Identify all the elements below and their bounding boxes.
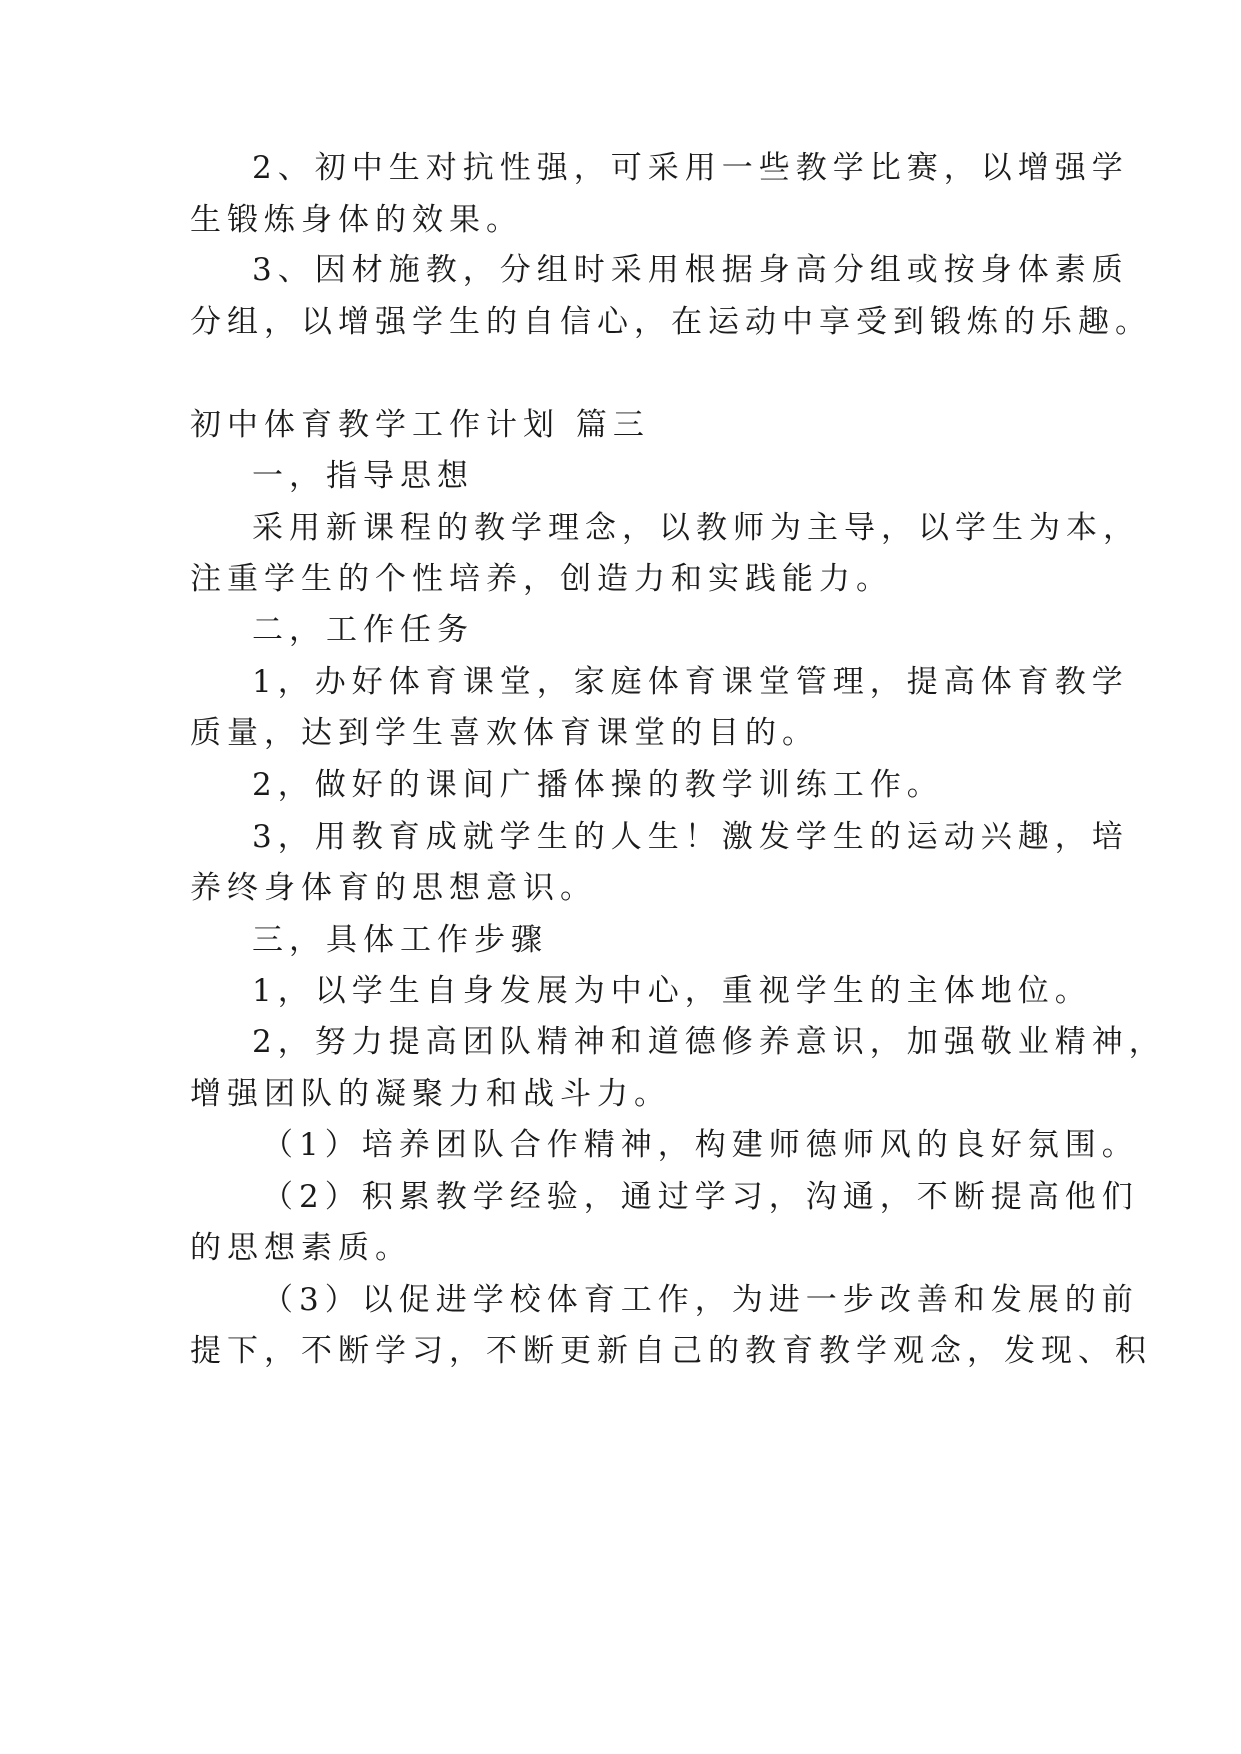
paragraph-line: 采用新课程的教学理念，以教师为主导，以学生为本，: [252, 510, 1140, 546]
section-heading: 一，指导思想: [252, 458, 474, 494]
paragraph-line: 2，努力提高团队精神和道德修养意识，加强敬业精神，: [252, 1024, 1166, 1060]
paragraph-line: （2）积累教学经验，通过学习，沟通，不断提高他们: [262, 1179, 1139, 1215]
paragraph-line: 注重学生的个性培养，创造力和实践能力。: [190, 561, 893, 597]
paragraph-line: 养终身体育的思想意识。: [190, 870, 597, 906]
section-heading: 二，工作任务: [252, 612, 474, 648]
paragraph-line: 2、初中生对抗性强，可采用一些教学比赛，以增强学: [252, 150, 1129, 186]
paragraph-line: 3，用教育成就学生的人生！激发学生的运动兴趣，培: [252, 819, 1129, 855]
paragraph-line: 2，做好的课间广播体操的教学训练工作。: [252, 767, 944, 803]
paragraph-line: 生锻炼身体的效果。: [190, 202, 523, 238]
paragraph-line: 1，以学生自身发展为中心，重视学生的主体地位。: [252, 973, 1092, 1009]
paragraph-line: 提下，不断学习，不断更新自己的教育教学观念，发现、积: [190, 1333, 1152, 1369]
paragraph-line: 的思想素质。: [190, 1230, 412, 1266]
paragraph-line: （3）以促进学校体育工作，为进一步改善和发展的前: [262, 1282, 1139, 1318]
section-title: 初中体育教学工作计划 篇三: [190, 407, 650, 443]
paragraph-line: 1，办好体育课堂，家庭体育课堂管理，提高体育教学: [252, 664, 1129, 700]
paragraph-line: 分组，以增强学生的自信心，在运动中享受到锻炼的乐趣。: [190, 304, 1152, 340]
paragraph-line: 增强团队的凝聚力和战斗力。: [190, 1076, 671, 1112]
section-heading: 三，具体工作步骤: [252, 922, 548, 958]
paragraph-line: （1）培养团队合作精神，构建师德师风的良好氛围。: [262, 1127, 1139, 1163]
paragraph-line: 3、因材施教，分组时采用根据身高分组或按身体素质: [252, 252, 1129, 288]
paragraph-line: 质量，达到学生喜欢体育课堂的目的。: [190, 715, 819, 751]
